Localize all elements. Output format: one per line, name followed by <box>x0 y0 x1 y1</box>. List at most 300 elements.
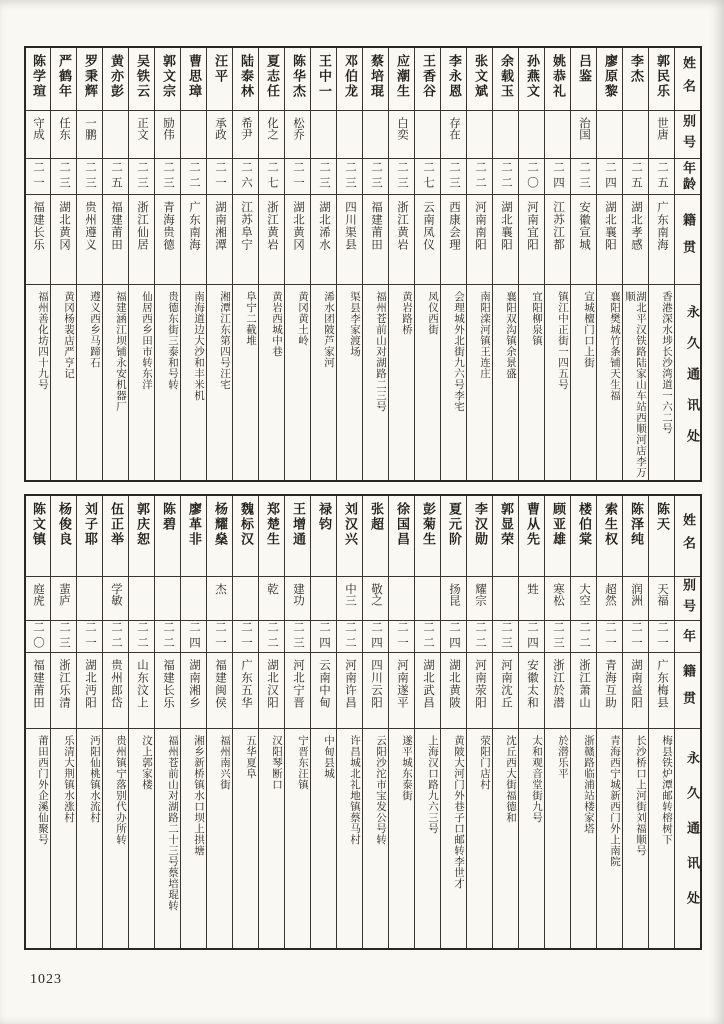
person-alias: 建功 <box>285 576 310 620</box>
person-column <box>648 496 674 948</box>
person-address: 梅县铁炉潭邮转榕树下 <box>649 728 674 948</box>
person-native: 云南中甸 <box>311 652 336 728</box>
person-address: 阜宁二截堆 <box>233 284 258 480</box>
person-name: 李汉勋 <box>473 502 488 547</box>
person-alias <box>623 110 648 158</box>
person-column <box>232 496 258 948</box>
person-age: 二一 <box>24 158 50 194</box>
person-name: 王增通 <box>291 502 306 547</box>
person-address: 宁晋东汪镇 <box>285 728 310 948</box>
person-name: 彭菊生 <box>421 502 436 547</box>
person-age: 二三 <box>441 158 466 194</box>
person-alias: 守成 <box>24 110 50 158</box>
person-name: 郭民乐 <box>655 54 670 99</box>
person-age: 二三 <box>571 158 596 194</box>
person-age: 二二 <box>181 158 206 194</box>
person-column <box>440 48 466 480</box>
person-alias <box>129 576 154 620</box>
person-column <box>50 48 76 480</box>
person-alias <box>493 110 518 158</box>
person-column <box>284 496 310 948</box>
person-column <box>284 48 310 480</box>
person-name: 魏标汉 <box>239 502 254 547</box>
person-alias <box>77 576 102 620</box>
person-native: 浙江萧山 <box>571 652 596 728</box>
person-native: 湖南湘潭 <box>207 194 232 284</box>
person-age: 二一 <box>649 620 674 652</box>
person-age: 二三 <box>493 620 518 652</box>
person-name: 禄钧 <box>317 502 332 532</box>
person-age: 二二 <box>129 620 154 652</box>
person-age: 二三 <box>545 620 570 652</box>
person-column <box>128 496 154 948</box>
person-name: 蔡培琨 <box>369 54 384 99</box>
person-native: 贵州遵义 <box>77 194 102 284</box>
person-address: 沈丘西大街福德和 <box>493 728 518 948</box>
person-address: 沔阳仙桃镇水流村 <box>77 728 102 948</box>
person-address: 中甸县城 <box>311 728 336 948</box>
person-age: 二〇 <box>24 620 50 652</box>
person-name: 伍正举 <box>109 502 124 547</box>
person-native: 河南遂平 <box>389 652 414 728</box>
person-age: 二一 <box>207 158 232 194</box>
person-age: 二二 <box>571 620 596 652</box>
person-native: 湖北孝感 <box>623 194 648 284</box>
person-alias: 松乔 <box>285 110 310 158</box>
person-name: 杨俊良 <box>57 502 72 547</box>
person-column <box>388 48 414 480</box>
person-column <box>648 48 674 480</box>
person-native: 贵州郎岱 <box>103 652 128 728</box>
person-alias: 杰 <box>207 576 232 620</box>
person-name: 楼伯棠 <box>577 502 592 547</box>
person-age: 二二 <box>155 620 180 652</box>
person-name: 杨耀燊 <box>213 502 228 547</box>
person-native: 云南凤仪 <box>415 194 440 284</box>
person-alias: 承政 <box>207 110 232 158</box>
header-address-label: 永久通讯处 <box>675 284 700 480</box>
person-native: 四川渠县 <box>337 194 362 284</box>
person-name: 曹从先 <box>525 502 540 547</box>
person-native: 浙江仙居 <box>129 194 154 284</box>
person-address: 遵义西乡马蹄石 <box>77 284 102 480</box>
person-alias <box>311 110 336 158</box>
person-column <box>154 496 180 948</box>
person-column <box>544 48 570 480</box>
person-address: 汶上郭家楼 <box>129 728 154 948</box>
header-native-label: 籍贯 <box>675 652 700 728</box>
person-column <box>180 496 206 948</box>
person-alias: 白奕 <box>389 110 414 158</box>
person-alias: 希尹 <box>233 110 258 158</box>
header-column <box>674 48 700 480</box>
person-column <box>570 48 596 480</box>
person-address: 湘潭江东第四号汪宅 <box>207 284 232 480</box>
person-age: 二四 <box>597 158 622 194</box>
person-name: 索生权 <box>603 502 618 547</box>
person-address: 渠县李家渡场 <box>337 284 362 480</box>
person-name: 应潮生 <box>395 54 410 99</box>
person-alias <box>467 110 492 158</box>
person-native: 河南沈丘 <box>493 652 518 728</box>
person-native: 江苏江都 <box>545 194 570 284</box>
person-column <box>336 496 362 948</box>
person-native: 山东汶上 <box>129 652 154 728</box>
person-native: 湖北黄冈 <box>51 194 76 284</box>
person-name: 张文斌 <box>473 54 488 99</box>
person-address: 遂平城东泰街 <box>389 728 414 948</box>
person-address: 黄冈黄土岭 <box>285 284 310 480</box>
person-alias: 蜚庐 <box>51 576 76 620</box>
person-name: 刘子耶 <box>83 502 98 547</box>
person-column <box>414 496 440 948</box>
person-native: 河南荥阳 <box>467 652 492 728</box>
person-address: 福州南兴街 <box>207 728 232 948</box>
person-native: 广东梅县 <box>649 652 674 728</box>
person-column <box>440 496 466 948</box>
person-name: 陈华杰 <box>291 54 306 99</box>
person-name: 陈文镇 <box>31 502 46 547</box>
person-age: 二三 <box>311 158 336 194</box>
person-column <box>362 48 388 480</box>
person-native: 河南南阳 <box>467 194 492 284</box>
person-column <box>258 496 284 948</box>
person-age: 二二 <box>467 620 492 652</box>
person-age: 二四 <box>519 620 544 652</box>
person-address: 浠水团陂芦家河 <box>311 284 336 480</box>
person-native: 江苏阜宁 <box>233 194 258 284</box>
person-name: 夏元阶 <box>447 502 462 547</box>
person-age: 二三 <box>337 158 362 194</box>
person-native: 湖北沔阳 <box>77 652 102 728</box>
person-name: 姚恭礼 <box>551 54 566 99</box>
person-alias <box>545 110 570 158</box>
person-name: 余载玉 <box>499 54 514 99</box>
person-address: 荥阳门店村 <box>467 728 492 948</box>
person-address: 黄陂大河门外巷子口邮转李世才 <box>441 728 466 948</box>
person-native: 广东南海 <box>181 194 206 284</box>
person-native: 河南宜阳 <box>519 194 544 284</box>
person-age: 二四 <box>311 620 336 652</box>
person-name: 张超 <box>369 502 384 532</box>
person-column <box>336 48 362 480</box>
person-alias: 正文 <box>129 110 154 158</box>
person-age: 二四 <box>181 620 206 652</box>
person-native: 青海互助 <box>597 652 622 728</box>
person-age: 二二 <box>103 620 128 652</box>
person-column <box>76 496 102 948</box>
person-alias <box>363 110 388 158</box>
person-age: 二一 <box>597 620 622 652</box>
person-column <box>180 48 206 480</box>
person-address: 仙居西乡田市转东洋 <box>129 284 154 480</box>
person-age: 二七 <box>259 158 284 194</box>
person-column <box>466 496 492 948</box>
person-column <box>102 48 128 480</box>
person-native: 福建莆田 <box>103 194 128 284</box>
person-address: 云阳沙沱市宝发公号转 <box>363 728 388 948</box>
directory-table-top <box>24 46 702 482</box>
person-native: 浙江黄岩 <box>259 194 284 284</box>
person-name: 黄亦彭 <box>109 54 124 99</box>
person-column <box>518 496 544 948</box>
page-number: 1023 <box>30 972 62 987</box>
person-address: 湘乡新桥镇水口坝上拱塘 <box>181 728 206 948</box>
header-alias-label: 别号 <box>675 576 700 620</box>
person-native: 湖北襄阳 <box>493 194 518 284</box>
person-native: 福建长乐 <box>155 652 180 728</box>
person-name: 孙燕文 <box>525 54 540 99</box>
person-age: 二五 <box>649 158 674 194</box>
person-name: 邓伯龙 <box>343 54 358 99</box>
person-age: 二四 <box>441 620 466 652</box>
person-column <box>414 48 440 480</box>
person-age: 二三 <box>77 158 102 194</box>
person-column <box>232 48 258 480</box>
person-address: 浙赣路临浦站楼家塔 <box>571 728 596 948</box>
person-column <box>622 48 648 480</box>
person-address: 五华夏阜 <box>233 728 258 948</box>
person-name: 顾亚雄 <box>551 502 566 547</box>
header-age-label: 年 <box>675 620 700 652</box>
person-alias: 扬昆 <box>441 576 466 620</box>
person-alias: 乾 <box>259 576 284 620</box>
person-native: 福建长乐 <box>24 194 50 284</box>
person-alias: 一鹏 <box>77 110 102 158</box>
person-column <box>518 48 544 480</box>
person-native: 湖北襄阳 <box>597 194 622 284</box>
person-name: 李杰 <box>629 54 644 84</box>
person-alias <box>233 576 258 620</box>
person-age: 二一 <box>389 620 414 652</box>
person-name: 陈天 <box>655 502 670 532</box>
person-alias <box>181 110 206 158</box>
person-age: 二六 <box>233 158 258 194</box>
person-native: 浙江乐清 <box>51 652 76 728</box>
person-address: 福州善化坊四十九号 <box>24 284 50 480</box>
person-column <box>570 496 596 948</box>
person-native: 湖南益阳 <box>623 652 648 728</box>
person-alias <box>155 576 180 620</box>
person-address: 长沙桥口上河街刘福顺号 <box>623 728 648 948</box>
person-column <box>24 496 50 948</box>
person-column <box>388 496 414 948</box>
person-age: 二一 <box>77 620 102 652</box>
person-name: 廖原黎 <box>603 54 618 99</box>
person-name: 李永恩 <box>447 54 462 99</box>
person-address: 福州苍前山对湖路二十三号蔡培琨转 <box>155 728 180 948</box>
person-name: 汪平 <box>213 54 228 84</box>
person-address: 太和观音堂街九号 <box>519 728 544 948</box>
person-address: 汉阳琴断口 <box>259 728 284 948</box>
person-age: 二二 <box>337 620 362 652</box>
header-address-label: 永久通讯处 <box>675 728 700 948</box>
person-column <box>362 496 388 948</box>
header-name-label: 姓名 <box>681 56 696 102</box>
person-column <box>50 496 76 948</box>
person-alias: 润洲 <box>623 576 648 620</box>
person-name: 王香谷 <box>421 54 436 99</box>
person-age: 二二 <box>493 158 518 194</box>
header-age-label: 年龄 <box>675 158 700 194</box>
person-column <box>596 48 622 480</box>
person-native: 安徽宣城 <box>571 194 596 284</box>
header-alias-label: 别号 <box>675 110 700 158</box>
person-address: 许昌城北礼地镇蔡马村 <box>337 728 362 948</box>
person-alias: 学敏 <box>103 576 128 620</box>
person-name: 陈泽纯 <box>629 502 644 547</box>
person-age: 二三 <box>129 158 154 194</box>
person-address: 宣城檀门口上街 <box>571 284 596 480</box>
header-name-label: 姓名 <box>681 513 696 559</box>
person-address: 黄岩西城中巷 <box>259 284 284 480</box>
header-native-label: 籍贯 <box>675 194 700 284</box>
person-address: 南海道边大沙和丰米机 <box>181 284 206 480</box>
person-address: 福建涵江坝铺永安机器厂 <box>103 284 128 480</box>
person-age: 二二 <box>415 620 440 652</box>
person-alias: 大空 <box>571 576 596 620</box>
person-name: 严鹤年 <box>57 54 72 99</box>
person-alias <box>181 576 206 620</box>
person-native: 安徽太和 <box>519 652 544 728</box>
person-alias: 天福 <box>649 576 674 620</box>
person-alias <box>415 110 440 158</box>
person-native: 湖北黄冈 <box>285 194 310 284</box>
person-name: 徐国昌 <box>395 502 410 547</box>
person-alias <box>337 110 362 158</box>
person-address: 镇江中正街一四五号 <box>545 284 570 480</box>
person-native: 浙江黄岩 <box>389 194 414 284</box>
person-name: 廖革非 <box>187 502 202 547</box>
header-column <box>674 496 700 948</box>
person-age: 二三 <box>285 620 310 652</box>
person-column <box>206 48 232 480</box>
person-age: 二一 <box>207 620 232 652</box>
person-age: 二二 <box>259 620 284 652</box>
person-address: 湖北平汉铁路陆家山车站西顺河店李万顺 <box>623 284 648 480</box>
person-alias <box>389 576 414 620</box>
person-native: 广东五华 <box>233 652 258 728</box>
person-address: 香港深水埗长沙湾道一六二号 <box>649 284 674 480</box>
person-column <box>24 48 50 480</box>
person-name: 吴铁云 <box>135 54 150 99</box>
person-column <box>206 496 232 948</box>
person-column <box>466 48 492 480</box>
person-name: 郭文宗 <box>161 54 176 99</box>
person-column <box>154 48 180 480</box>
person-name: 曹思璋 <box>187 54 202 99</box>
person-column <box>492 496 518 948</box>
person-age: 二一 <box>623 620 648 652</box>
person-alias <box>103 110 128 158</box>
person-column <box>492 48 518 480</box>
person-alias: 寒松 <box>545 576 570 620</box>
person-name: 陈碧 <box>161 502 176 532</box>
person-age: 二三 <box>363 158 388 194</box>
person-age: 二三 <box>51 620 76 652</box>
person-column <box>310 496 336 948</box>
person-alias: 世唐 <box>649 110 674 158</box>
person-address: 贵州镇宁落别代办所转 <box>103 728 128 948</box>
person-address: 南阳滦河镇王连庄 <box>467 284 492 480</box>
person-native: 河南许昌 <box>337 652 362 728</box>
person-address: 宜阳柳泉镇 <box>519 284 544 480</box>
person-age: 二三 <box>155 158 180 194</box>
person-native: 河北宁晋 <box>285 652 310 728</box>
person-alias <box>597 110 622 158</box>
person-address: 贵德东街三泰和号转 <box>155 284 180 480</box>
person-column <box>128 48 154 480</box>
person-age: 二三 <box>51 158 76 194</box>
person-age: 二五 <box>103 158 128 194</box>
person-age: 二二 <box>467 158 492 194</box>
person-native: 青海贵德 <box>155 194 180 284</box>
person-native: 湖北黄陂 <box>441 652 466 728</box>
person-address: 黄岩路桥 <box>389 284 414 480</box>
person-address: 襄阳樊城竹条铺天生福 <box>597 284 622 480</box>
person-column <box>596 496 622 948</box>
person-alias: 励伟 <box>155 110 180 158</box>
person-native: 福建闽侯 <box>207 652 232 728</box>
person-column <box>76 48 102 480</box>
person-name: 陈学瑄 <box>31 54 46 99</box>
person-address: 黄冈杨裴店严亨记 <box>51 284 76 480</box>
person-name: 刘汉兴 <box>343 502 358 547</box>
person-column <box>258 48 284 480</box>
person-name: 郭庆恕 <box>135 502 150 547</box>
person-native: 湖南湘乡 <box>181 652 206 728</box>
person-age: 二一 <box>285 158 310 194</box>
person-address: 凤仪西街 <box>415 284 440 480</box>
person-alias: 庭虎 <box>24 576 50 620</box>
person-age: 二七 <box>415 158 440 194</box>
person-native: 湖北浠水 <box>311 194 336 284</box>
person-name: 郑楚生 <box>265 502 280 547</box>
person-age: 二五 <box>623 158 648 194</box>
person-native: 浙江於潜 <box>545 652 570 728</box>
person-name: 吕鉴 <box>577 54 592 84</box>
person-age: 二〇 <box>519 158 544 194</box>
person-native: 福建莆田 <box>24 652 50 728</box>
person-native: 湖北汉阳 <box>259 652 284 728</box>
person-alias: 甡 <box>519 576 544 620</box>
person-native: 四川云阳 <box>363 652 388 728</box>
person-native: 西康会理 <box>441 194 466 284</box>
person-name: 郭显荣 <box>499 502 514 547</box>
person-address: 上海汉口路九六三号 <box>415 728 440 948</box>
person-address: 莆田西门外企溪仙聚号 <box>24 728 50 948</box>
person-address: 会理城外北街九六号李宅 <box>441 284 466 480</box>
person-native: 福建莆田 <box>363 194 388 284</box>
person-native: 湖北武昌 <box>415 652 440 728</box>
person-native: 广东南海 <box>649 194 674 284</box>
person-column <box>622 496 648 948</box>
person-alias <box>415 576 440 620</box>
person-address: 福州苍前山对湖路二三号 <box>363 284 388 480</box>
person-address: 於潜乐平 <box>545 728 570 948</box>
person-alias: 化之 <box>259 110 284 158</box>
person-age: 二四 <box>363 620 388 652</box>
person-address: 乐清大荆镇水涨村 <box>51 728 76 948</box>
person-age: 二一 <box>233 620 258 652</box>
person-age: 二四 <box>545 158 570 194</box>
person-column <box>544 496 570 948</box>
person-alias <box>311 576 336 620</box>
person-column <box>102 496 128 948</box>
person-alias <box>493 576 518 620</box>
person-alias: 存在 <box>441 110 466 158</box>
person-alias <box>519 110 544 158</box>
